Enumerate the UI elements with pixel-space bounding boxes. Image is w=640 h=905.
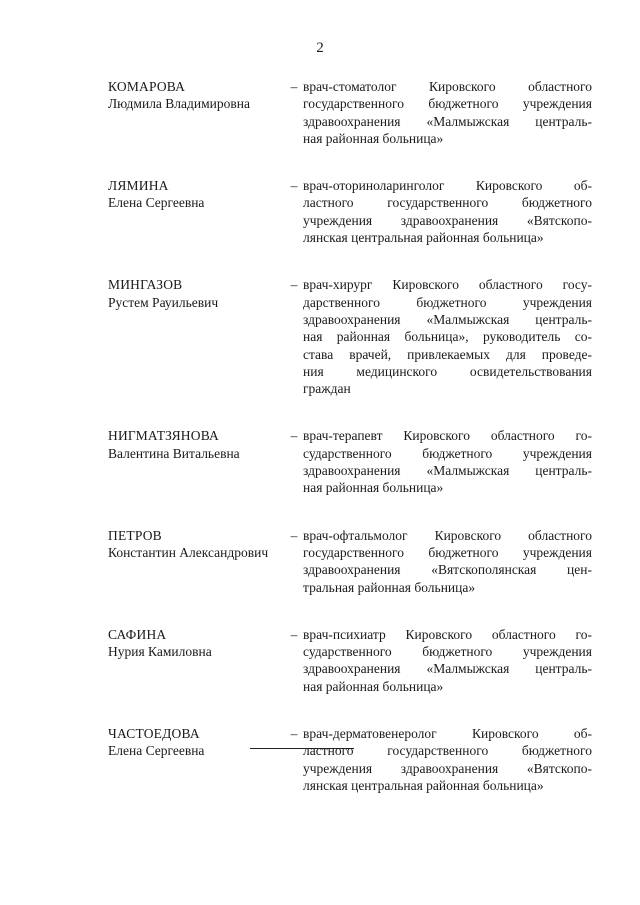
list-item: [108, 78, 592, 147]
separator-dash: –: [290, 428, 298, 444]
description-line: врач-офтальмолог Кировского областного: [303, 527, 592, 543]
given-name: Нурия Камиловна: [108, 644, 212, 660]
description-line: врач-терапевт Кировского областного го-: [303, 428, 592, 444]
separator-dash: –: [290, 277, 298, 293]
description-line: врач-хирург Кировского областного госу-: [303, 277, 592, 293]
position-description: [300, 427, 592, 496]
person-name: [108, 626, 288, 661]
description-line: ния медицинского освидетельствования: [303, 363, 592, 379]
separator-dash: –: [290, 178, 298, 194]
description-line: сударственного бюджетного учреждения: [303, 644, 592, 660]
description-line: ластного государственного бюджетного: [303, 195, 592, 211]
person-name: [108, 177, 288, 212]
list-item: [108, 725, 592, 794]
given-name: Елена Сергеевна: [108, 195, 205, 211]
description-line: здравоохранения «Малмыжская централь-: [303, 661, 592, 677]
description-line: дарственного бюджетного учреждения: [303, 294, 592, 310]
description-line: учреждения здравоохранения «Вятскопо-: [303, 760, 592, 776]
surname: ЧАСТОЕДОВА: [108, 726, 200, 742]
separator-dash: –: [290, 79, 298, 94]
description-line: учреждения здравоохранения «Вятскопо-: [303, 212, 592, 228]
surname: САФИНА: [108, 626, 167, 642]
surname: ЛЯМИНА: [108, 178, 169, 194]
position-description: [300, 177, 592, 246]
given-name: Рустем Рауильевич: [108, 294, 219, 310]
person-name: [108, 427, 288, 462]
list-item: [108, 527, 592, 596]
description-line: врач-стоматолог Кировского областного: [303, 79, 592, 94]
surname: НИГМАТЗЯНОВА: [108, 428, 219, 444]
description-line: лянская центральная районная больница»: [303, 230, 544, 246]
list-item: [108, 276, 592, 397]
description-line: врач-психиатр Кировского областного го-: [303, 626, 592, 642]
person-name: [108, 78, 288, 113]
surname: МИНГАЗОВ: [108, 277, 183, 293]
person-name: [108, 527, 288, 562]
position-description: [300, 78, 592, 147]
description-line: здравоохранения «Вятскополянская цен-: [303, 562, 592, 578]
description-line: ная районная больница», руководитель со-: [303, 329, 592, 345]
position-description: [300, 725, 592, 794]
list-item: [108, 177, 592, 246]
separator-dash: –: [290, 527, 298, 543]
description-line: здравоохранения «Малмыжская централь-: [303, 113, 592, 129]
position-description: [300, 527, 592, 596]
position-description: [300, 276, 592, 397]
description-line: тральная районная больница»: [303, 579, 476, 595]
given-name: Валентина Витальевна: [108, 445, 240, 461]
surname: ПЕТРОВ: [108, 527, 162, 543]
list-item: [108, 427, 592, 496]
description-line: государственного бюджетного учреждения: [303, 544, 592, 560]
description-line: здравоохранения «Малмыжская централь-: [303, 311, 592, 327]
description-line: ластного государственного бюджетного: [303, 743, 592, 759]
description-line: ная районная больница»: [303, 130, 444, 146]
given-name: Людмила Владимировна: [108, 96, 250, 112]
description-line: государственного бюджетного учреждения: [303, 96, 592, 112]
given-name: Константин Александрович: [108, 544, 269, 560]
description-line: лянская центральная районная больница»: [303, 777, 544, 793]
position-description: [300, 626, 592, 695]
list-item: [108, 626, 592, 695]
separator-dash: –: [290, 726, 298, 742]
description-line: ная районная больница»: [303, 480, 444, 496]
person-name: [108, 276, 288, 311]
description-line: ная районная больница»: [303, 678, 444, 694]
end-of-list-rule: [250, 748, 354, 749]
description-line: врач-дерматовенеролог Кировского об-: [303, 726, 592, 742]
separator-dash: –: [290, 626, 298, 642]
page-number: 2: [316, 40, 324, 56]
surname: КОМАРОВА: [108, 79, 186, 94]
description-line: става врачей, привлекаемых для проведе-: [303, 346, 592, 362]
person-name: [108, 725, 288, 760]
description-line: граждан: [303, 381, 351, 397]
given-name: Елена Сергеевна: [108, 743, 205, 759]
description-line: врач-оториноларинголог Кировского об-: [303, 178, 592, 194]
commission-members-list: [108, 78, 592, 794]
description-line: здравоохранения «Малмыжская централь-: [303, 463, 592, 479]
description-line: сударственного бюджетного учреждения: [303, 445, 592, 461]
